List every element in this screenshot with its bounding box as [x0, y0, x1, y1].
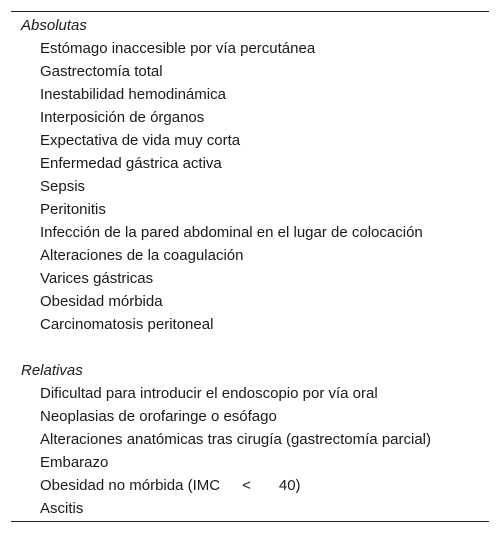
absolute-heading: Absolutas — [21, 17, 87, 34]
list-item: Obesidad mórbida — [40, 293, 163, 310]
list-item: Alteraciones anatómicas tras cirugía (gastrectomía parcial) — [40, 431, 431, 448]
list-item: Neoplasias de orofaringe o esófago — [40, 408, 277, 425]
list-item: Inestabilidad hemodinámica — [40, 86, 226, 103]
list-item: Gastrectomía total — [40, 63, 163, 80]
list-item: Estómago inaccesible por vía percutánea — [40, 40, 316, 57]
list-item: Ascitis — [40, 500, 84, 517]
contraindications-table — [11, 11, 489, 522]
obesity-suffix: 40) — [278, 477, 301, 494]
list-item: Enfermedad gástrica activa — [40, 155, 222, 172]
obesity-operator: < — [242, 477, 251, 494]
obesity-prefix: Obesidad no mórbida (IMC — [40, 477, 221, 494]
relative-heading: Relativas — [21, 362, 83, 379]
list-item: Varices gástricas — [40, 270, 154, 287]
list-item-obesity — [21, 474, 481, 497]
list-item: Carcinomatosis peritoneal — [40, 316, 214, 333]
list-item: Sepsis — [40, 178, 86, 195]
absolute-section — [21, 14, 481, 336]
list-item: Alteraciones de la coagulación — [40, 247, 244, 264]
list-item: Interposición de órganos — [40, 109, 205, 126]
list-item: Infección de la pared abdominal en el lugar de colocación — [40, 224, 423, 241]
list-item: Expectativa de vida muy corta — [40, 132, 241, 149]
list-item: Peritonitis — [40, 201, 106, 218]
relative-section — [21, 359, 481, 520]
list-item: Embarazo — [40, 454, 109, 471]
list-item: Dificultad para introducir el endoscopio por vía oral — [40, 385, 378, 402]
